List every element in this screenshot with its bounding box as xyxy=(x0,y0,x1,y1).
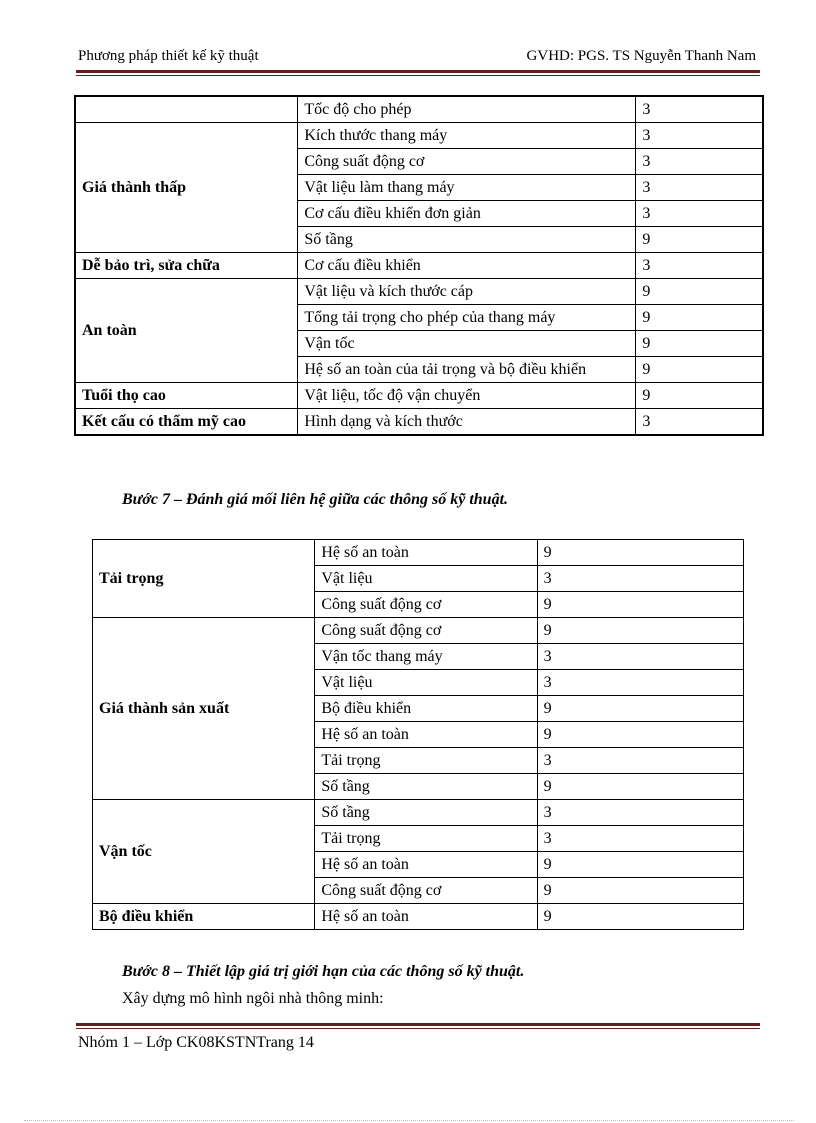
weight-cell: 3 xyxy=(537,670,743,696)
group-cell: Bộ điều khiển xyxy=(93,904,315,930)
param-cell: Kích thước thang máy xyxy=(298,123,636,149)
weight-cell: 9 xyxy=(537,696,743,722)
table-row xyxy=(75,96,763,123)
weight-cell: 9 xyxy=(636,279,763,305)
table-row xyxy=(93,618,744,644)
step8-paragraph: Xây dựng mô hình ngôi nhà thông minh: xyxy=(122,990,384,1007)
footer-rule-thin xyxy=(76,1028,760,1029)
group-cell: Vận tốc xyxy=(93,800,315,904)
param-cell: Vật liệu xyxy=(315,566,537,592)
group-cell: Dễ bảo trì, sửa chữa xyxy=(75,253,298,279)
param-cell: Tải trọng xyxy=(315,826,537,852)
page-footer: Nhóm 1 – Lớp CK08KSTNTrang 14 xyxy=(78,1034,314,1051)
param-cell: Cơ cấu điều khiển xyxy=(298,253,636,279)
group-cell: Tải trọng xyxy=(93,540,315,618)
header-course-title: Phương pháp thiết kế kỹ thuật xyxy=(78,48,259,64)
param-cell: Công suất động cơ xyxy=(315,592,537,618)
header-rule-thick xyxy=(76,70,760,73)
requirements-table xyxy=(74,95,764,436)
param-cell: Hệ số an toàn xyxy=(315,540,537,566)
param-cell: Vận tốc thang máy xyxy=(315,644,537,670)
group-cell: Giá thành sản xuất xyxy=(93,618,315,800)
table-row xyxy=(93,540,744,566)
weight-cell: 9 xyxy=(537,618,743,644)
weight-cell: 3 xyxy=(636,201,763,227)
header-rule-thin xyxy=(76,75,760,76)
param-cell: Hệ số an toàn xyxy=(315,852,537,878)
param-cell: Công suất động cơ xyxy=(315,878,537,904)
weight-cell: 9 xyxy=(537,904,743,930)
param-cell: Công suất động cơ xyxy=(298,149,636,175)
weight-cell: 9 xyxy=(636,357,763,383)
param-cell: Vật liệu và kích thước cáp xyxy=(298,279,636,305)
weight-cell: 3 xyxy=(636,409,763,436)
param-cell: Tổng tải trọng cho phép của thang máy xyxy=(298,305,636,331)
weight-cell: 3 xyxy=(636,253,763,279)
weight-cell: 9 xyxy=(636,383,763,409)
weight-cell: 3 xyxy=(537,748,743,774)
param-cell: Vật liệu, tốc độ vận chuyển xyxy=(298,383,636,409)
weight-cell: 3 xyxy=(537,566,743,592)
param-cell: Hệ số an toàn xyxy=(315,904,537,930)
header-instructor: GVHD: PGS. TS Nguyễn Thanh Nam xyxy=(526,48,756,64)
weight-cell: 9 xyxy=(537,540,743,566)
weight-cell: 3 xyxy=(537,826,743,852)
table-row xyxy=(75,409,763,436)
param-cell: Bộ điều khiển xyxy=(315,696,537,722)
relationship-table xyxy=(92,539,744,930)
weight-cell: 9 xyxy=(537,722,743,748)
param-cell: Hình dạng và kích thước xyxy=(298,409,636,436)
weight-cell: 9 xyxy=(636,305,763,331)
table-row xyxy=(75,383,763,409)
param-cell: Vật liệu làm thang máy xyxy=(298,175,636,201)
weight-cell: 3 xyxy=(537,644,743,670)
table-row xyxy=(75,123,763,149)
group-cell-empty xyxy=(75,96,298,123)
param-cell: Vận tốc xyxy=(298,331,636,357)
weight-cell: 3 xyxy=(636,96,763,123)
weight-cell: 3 xyxy=(636,175,763,201)
param-cell: Tốc độ cho phép xyxy=(298,96,636,123)
weight-cell: 3 xyxy=(636,123,763,149)
weight-cell: 9 xyxy=(537,774,743,800)
table-row xyxy=(75,253,763,279)
param-cell: Cơ cấu điều khiển đơn giản xyxy=(298,201,636,227)
param-cell: Số tầng xyxy=(315,774,537,800)
weight-cell: 9 xyxy=(537,852,743,878)
step8-heading: Bước 8 – Thiết lập giá trị giới hạn của các thông số kỹ thuật. xyxy=(122,963,525,980)
table-row xyxy=(93,904,744,930)
weight-cell: 9 xyxy=(537,592,743,618)
group-cell: Kết cấu có thẩm mỹ cao xyxy=(75,409,298,436)
param-cell: Hệ số an toàn xyxy=(315,722,537,748)
param-cell: Hệ số an toàn của tải trọng và bộ điều khiển xyxy=(298,357,636,383)
param-cell: Tải trọng xyxy=(315,748,537,774)
weight-cell: 3 xyxy=(636,149,763,175)
param-cell: Công suất động cơ xyxy=(315,618,537,644)
weight-cell: 9 xyxy=(537,878,743,904)
weight-cell: 9 xyxy=(636,227,763,253)
weight-cell: 3 xyxy=(537,800,743,826)
weight-cell: 9 xyxy=(636,331,763,357)
group-cell: An toàn xyxy=(75,279,298,383)
table-row xyxy=(75,279,763,305)
param-cell: Số tầng xyxy=(298,227,636,253)
step7-heading: Bước 7 – Đánh giá mối liên hệ giữa các thông số kỹ thuật. xyxy=(122,491,509,508)
group-cell: Tuổi thọ cao xyxy=(75,383,298,409)
page-header xyxy=(78,48,758,68)
footer-rule-thick xyxy=(76,1023,760,1026)
param-cell: Vật liệu xyxy=(315,670,537,696)
group-cell: Giá thành thấp xyxy=(75,123,298,253)
table-row xyxy=(93,800,744,826)
page-edge-dotted-line xyxy=(24,1120,794,1121)
param-cell: Số tầng xyxy=(315,800,537,826)
